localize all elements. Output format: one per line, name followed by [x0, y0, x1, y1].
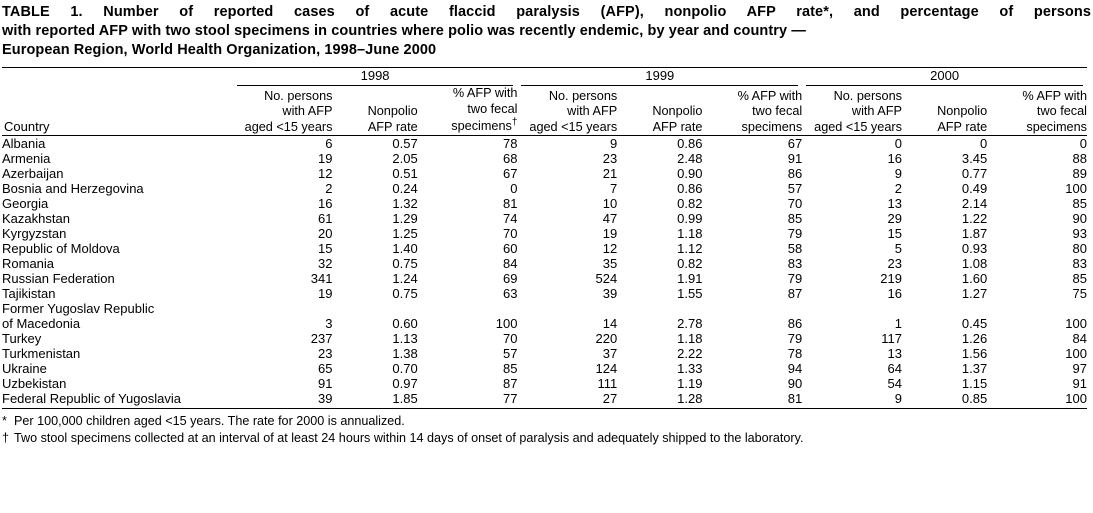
- row-value: 2.05: [392, 151, 418, 167]
- table-row: [2, 166, 1087, 181]
- row-country: Ukraine: [2, 361, 47, 377]
- row-value: 1.56: [961, 346, 988, 362]
- rate-line-1: Nonpolio: [937, 104, 988, 119]
- specimens-line-2: two fecal: [467, 101, 518, 116]
- row-value: 1.38: [392, 346, 418, 362]
- row-value: 100: [1065, 316, 1087, 332]
- row-value: [332, 301, 417, 316]
- row-value: 1.22: [961, 211, 988, 227]
- row-value: [802, 301, 902, 316]
- row-value: 10: [602, 196, 618, 212]
- row-value: 0: [510, 181, 518, 197]
- column-header-persons-1998: [233, 86, 333, 135]
- row-value: 19: [318, 151, 333, 167]
- row-country: Kyrgyzstan: [2, 226, 67, 242]
- row-value: 83: [787, 256, 803, 272]
- row-value: 12: [318, 166, 333, 182]
- row-value: 1.32: [392, 196, 418, 212]
- rate-line-1: Nonpolio: [367, 104, 418, 119]
- footnote-marker: †: [2, 431, 10, 446]
- row-country: Armenia: [2, 151, 51, 167]
- row-value: 78: [502, 136, 518, 152]
- column-header-country: Country: [2, 86, 233, 135]
- row-value: 0: [1079, 136, 1087, 152]
- row-value: 1.28: [617, 391, 702, 409]
- year-group-1998: [233, 68, 518, 87]
- year-label-2000: 2000: [806, 68, 1083, 86]
- row-value: 15: [318, 241, 333, 257]
- table-row: [2, 226, 1087, 241]
- row-value: 23: [318, 346, 333, 362]
- row-value: 70: [502, 331, 518, 347]
- row-value: 67: [502, 166, 518, 182]
- row-country: Kazakhstan: [2, 211, 70, 227]
- row-country: Tajikistan: [2, 286, 56, 302]
- row-value: 1.24: [392, 271, 418, 287]
- row-value: 0.85: [902, 391, 987, 409]
- row-value: 100: [1065, 346, 1087, 362]
- year-group-row: [2, 68, 1087, 87]
- footnote: [2, 430, 1087, 447]
- row-value: 1.25: [392, 226, 418, 242]
- row-value: 87: [502, 376, 518, 392]
- column-header-rate-1998: [332, 86, 417, 135]
- year-group-1999: [517, 68, 802, 87]
- row-value: 16: [887, 151, 902, 167]
- row-value: 1.33: [677, 361, 703, 377]
- table-row: [2, 361, 1087, 376]
- footnote-text: Two stool specimens collected at an interval of at least 24 hours within 14 days of onset of paralysis and adequately shipped to the laboratory.: [14, 431, 804, 446]
- row-country: Turkey: [2, 331, 42, 347]
- afp-data-table: [2, 67, 1087, 409]
- specimens-line-2: two fecal: [752, 104, 803, 119]
- row-value: 16: [887, 286, 902, 302]
- row-value: 1.18: [677, 226, 703, 242]
- row-value: 35: [602, 256, 618, 272]
- row-value: 37: [602, 346, 618, 362]
- persons-line-2: with AFP: [282, 104, 333, 119]
- row-value: 97: [1072, 361, 1087, 377]
- rate-line-1: Nonpolio: [652, 104, 703, 119]
- row-value: 2: [325, 181, 333, 197]
- table-row: [2, 181, 1087, 196]
- row-value: 5: [894, 241, 902, 257]
- row-value: 13: [887, 346, 902, 362]
- persons-line-3: aged <15 years: [244, 119, 333, 134]
- row-value: 100: [987, 391, 1087, 409]
- row-value: 63: [502, 286, 518, 302]
- footnote: [2, 413, 1087, 430]
- row-value: 0.82: [677, 196, 703, 212]
- row-value: 85: [1072, 196, 1087, 212]
- column-header-specimens-1998: [418, 86, 518, 135]
- row-value: 117: [881, 331, 902, 347]
- table-row: [2, 316, 1087, 331]
- row-value: 47: [602, 211, 618, 227]
- row-value: 341: [310, 271, 333, 287]
- persons-line-2: with AFP: [567, 104, 618, 119]
- table-row: [2, 391, 1087, 409]
- specimens-line-3: specimens: [1026, 119, 1087, 134]
- row-country: Bosnia and Herzegovina: [2, 181, 144, 197]
- row-value: 27: [517, 391, 617, 409]
- row-value: 61: [318, 211, 333, 227]
- row-value: 90: [787, 376, 803, 392]
- row-value: 80: [1072, 241, 1087, 257]
- row-value: [617, 301, 702, 316]
- row-value: 78: [787, 346, 803, 362]
- row-value: 0.86: [677, 181, 703, 197]
- year-label-1998: 1998: [237, 68, 514, 86]
- row-value: 65: [318, 361, 333, 377]
- row-value: 0.49: [961, 181, 988, 197]
- row-value: 15: [887, 226, 902, 242]
- row-value: 94: [787, 361, 803, 377]
- row-value: 1.29: [392, 211, 418, 227]
- persons-line-1: No. persons: [548, 88, 618, 103]
- row-value: 91: [318, 376, 333, 392]
- row-value: 88: [1072, 151, 1087, 167]
- table-row: [2, 151, 1087, 166]
- page-title-line-3: European Region, World Health Organization, 1998–June 2000: [2, 42, 437, 59]
- row-value: 100: [495, 316, 518, 332]
- row-value: 9: [802, 391, 902, 409]
- row-country: Georgia: [2, 196, 49, 212]
- specimens-line-3: specimens: [451, 119, 512, 134]
- row-value: 524: [595, 271, 618, 287]
- persons-line-2: with AFP: [851, 104, 902, 119]
- row-value: 32: [318, 256, 333, 272]
- column-header-rate-2000: [902, 86, 987, 135]
- row-value: 0.93: [961, 241, 988, 257]
- row-value: 7: [609, 181, 618, 197]
- persons-line-3: aged <15 years: [529, 119, 618, 134]
- row-value: 100: [1065, 181, 1087, 197]
- row-value: 1.18: [677, 331, 703, 347]
- row-value: 1.91: [677, 271, 703, 287]
- row-value: 0.97: [392, 376, 418, 392]
- table-row: [2, 241, 1087, 256]
- row-value: 83: [1072, 256, 1087, 272]
- row-value: 23: [602, 151, 618, 167]
- row-value: 58: [787, 241, 803, 257]
- row-value: 69: [502, 271, 518, 287]
- row-value: 19: [602, 226, 618, 242]
- row-value: 85: [502, 361, 518, 377]
- row-value: 237: [310, 331, 333, 347]
- row-value: 2.78: [677, 316, 703, 332]
- row-value: 39: [602, 286, 618, 302]
- row-value: 84: [1072, 331, 1087, 347]
- row-value: 90: [1072, 211, 1087, 227]
- row-value: 9: [609, 136, 618, 152]
- row-value: 2.22: [677, 346, 703, 362]
- row-value: 13: [887, 196, 902, 212]
- footnote-marker: *: [2, 414, 7, 429]
- row-value: 0: [894, 136, 902, 152]
- row-value: 1.27: [961, 286, 988, 302]
- row-value: 91: [1072, 376, 1087, 392]
- row-value: 39: [233, 391, 333, 409]
- row-value: 0.45: [961, 316, 988, 332]
- row-country: Romania: [2, 256, 55, 272]
- row-value: 2.14: [961, 196, 988, 212]
- row-value: 74: [502, 211, 518, 227]
- row-value: [702, 301, 802, 316]
- row-value: 1.40: [392, 241, 418, 257]
- row-value: 1.15: [961, 376, 988, 392]
- row-value: 1.12: [677, 241, 703, 257]
- row-value: 2.48: [677, 151, 703, 167]
- row-value: 21: [602, 166, 618, 182]
- row-value: 68: [502, 151, 518, 167]
- row-value: 3: [325, 316, 333, 332]
- table-row: [2, 196, 1087, 211]
- persons-line-3: aged <15 years: [814, 119, 902, 134]
- column-header-specimens-1999: [702, 86, 802, 135]
- row-value: 0.51: [392, 166, 418, 182]
- row-value: [233, 301, 333, 316]
- row-value: [517, 301, 617, 316]
- row-value: [987, 301, 1087, 316]
- row-value: 57: [502, 346, 518, 362]
- row-value: 81: [702, 391, 802, 409]
- row-country: Former Yugoslav Republic: [2, 301, 155, 317]
- persons-line-1: No. persons: [833, 88, 902, 103]
- table-row: [2, 376, 1087, 391]
- row-country: Albania: [2, 136, 46, 152]
- row-value: 70: [502, 226, 518, 242]
- row-value: 12: [602, 241, 618, 257]
- row-value: 0.75: [392, 286, 418, 302]
- row-value: 79: [787, 331, 803, 347]
- rate-line-2: AFP rate: [367, 119, 418, 134]
- footnotes: [2, 413, 1087, 448]
- row-value: 3.45: [961, 151, 988, 167]
- year-group-2000: [802, 68, 1087, 87]
- row-value: 20: [318, 226, 333, 242]
- year-label-1999: 1999: [521, 68, 798, 86]
- row-value: 0.75: [392, 256, 418, 272]
- specimens-line-2: two fecal: [1036, 104, 1087, 119]
- row-country: Turkmenistan: [2, 346, 81, 362]
- row-value: 219: [880, 271, 902, 287]
- column-header-row: [2, 86, 1087, 135]
- column-header-specimens-2000: [987, 86, 1087, 135]
- table-row: [2, 211, 1087, 226]
- column-header-persons-2000: [802, 86, 902, 135]
- table-row: [2, 286, 1087, 301]
- row-value: 19: [318, 286, 333, 302]
- row-value: 75: [1072, 286, 1087, 302]
- table-row: [2, 301, 1087, 316]
- row-value: 1.37: [961, 361, 988, 377]
- row-value: 79: [787, 226, 803, 242]
- row-value: 0.86: [677, 136, 703, 152]
- specimens-line-1: % AFP with: [1022, 88, 1087, 103]
- row-value: 64: [887, 361, 902, 377]
- row-value: 16: [318, 196, 333, 212]
- row-value: 1.13: [392, 331, 418, 347]
- row-value: 0: [979, 136, 988, 152]
- table-row: [2, 331, 1087, 346]
- row-country: Republic of Moldova: [2, 241, 120, 257]
- row-value: 111: [597, 376, 618, 392]
- row-value: 1.60: [961, 271, 988, 287]
- row-value: 0.77: [961, 166, 988, 182]
- specimens-line-3: specimens: [741, 119, 803, 134]
- page-title-line-1: TABLE 1. Number of reported cases of acute flaccid paralysis (AFP), nonpolio AFP rate*, and percentage of persons: [2, 4, 1091, 20]
- column-header-persons-1999: [517, 86, 617, 135]
- row-value: 60: [502, 241, 518, 257]
- column-header-rate-1999: [617, 86, 702, 135]
- row-country: Uzbekistan: [2, 376, 67, 392]
- row-value: 85: [1072, 271, 1087, 287]
- row-value: 67: [787, 136, 803, 152]
- row-value: 85: [787, 211, 803, 227]
- footnote-text: Per 100,000 children aged <15 years. The rate for 2000 is annualized.: [14, 414, 405, 429]
- page-title: [0, 0, 1093, 60]
- row-value: 0.60: [392, 316, 418, 332]
- row-value: 0.99: [677, 211, 703, 227]
- row-value: 89: [1072, 166, 1087, 182]
- row-value: 87: [787, 286, 803, 302]
- row-value: 220: [595, 331, 618, 347]
- row-value: 23: [887, 256, 902, 272]
- row-value: 1.19: [677, 376, 703, 392]
- row-value: 84: [502, 256, 518, 272]
- row-value: 1.08: [961, 256, 988, 272]
- row-value: 91: [787, 151, 803, 167]
- row-value: 86: [787, 316, 803, 332]
- row-country: of Macedonia: [2, 316, 81, 332]
- specimens-line-1: % AFP with: [452, 86, 518, 101]
- row-value: 0.70: [392, 361, 418, 377]
- row-value: 79: [787, 271, 803, 287]
- row-value: 0.82: [677, 256, 703, 272]
- table-row: [2, 256, 1087, 271]
- table-row: [2, 271, 1087, 286]
- table-row: [2, 136, 1087, 152]
- rate-line-2: AFP rate: [652, 119, 703, 134]
- row-value: 9: [894, 166, 902, 182]
- row-value: 1.55: [677, 286, 703, 302]
- row-country: Russian Federation: [2, 271, 115, 287]
- year-group-spacer: [2, 68, 233, 87]
- row-value: 81: [502, 196, 518, 212]
- table-body: [2, 136, 1087, 409]
- row-value: 6: [325, 136, 333, 152]
- row-value: 1: [894, 316, 902, 332]
- rate-line-2: AFP rate: [937, 119, 988, 134]
- row-value: 77: [418, 391, 518, 409]
- row-value: 124: [595, 361, 618, 377]
- row-value: 0.90: [677, 166, 703, 182]
- row-value: 2: [894, 181, 902, 197]
- row-value: 0.24: [392, 181, 418, 197]
- row-value: 1.85: [332, 391, 417, 409]
- row-value: 86: [787, 166, 803, 182]
- row-value: 54: [887, 376, 902, 392]
- persons-line-1: No. persons: [264, 88, 333, 103]
- row-value: 70: [787, 196, 803, 212]
- row-country: Federal Republic of Yugoslavia: [2, 391, 233, 409]
- page-title-line-2: with reported AFP with two stool specimens in countries where polio was recently endemic, by year and country —: [2, 23, 806, 40]
- row-value: 14: [602, 316, 618, 332]
- specimens-line-1: % AFP with: [737, 88, 803, 103]
- row-value: [418, 301, 518, 316]
- row-value: 1.26: [961, 331, 988, 347]
- dagger-footnote-marker: †: [511, 117, 518, 129]
- row-value: 93: [1072, 226, 1087, 242]
- row-value: 0.57: [392, 136, 418, 152]
- row-value: [902, 301, 987, 316]
- row-value: 57: [787, 181, 803, 197]
- row-value: 29: [887, 211, 902, 227]
- table-row: [2, 346, 1087, 361]
- row-country: Azerbaijan: [2, 166, 64, 182]
- row-value: 1.87: [961, 226, 988, 242]
